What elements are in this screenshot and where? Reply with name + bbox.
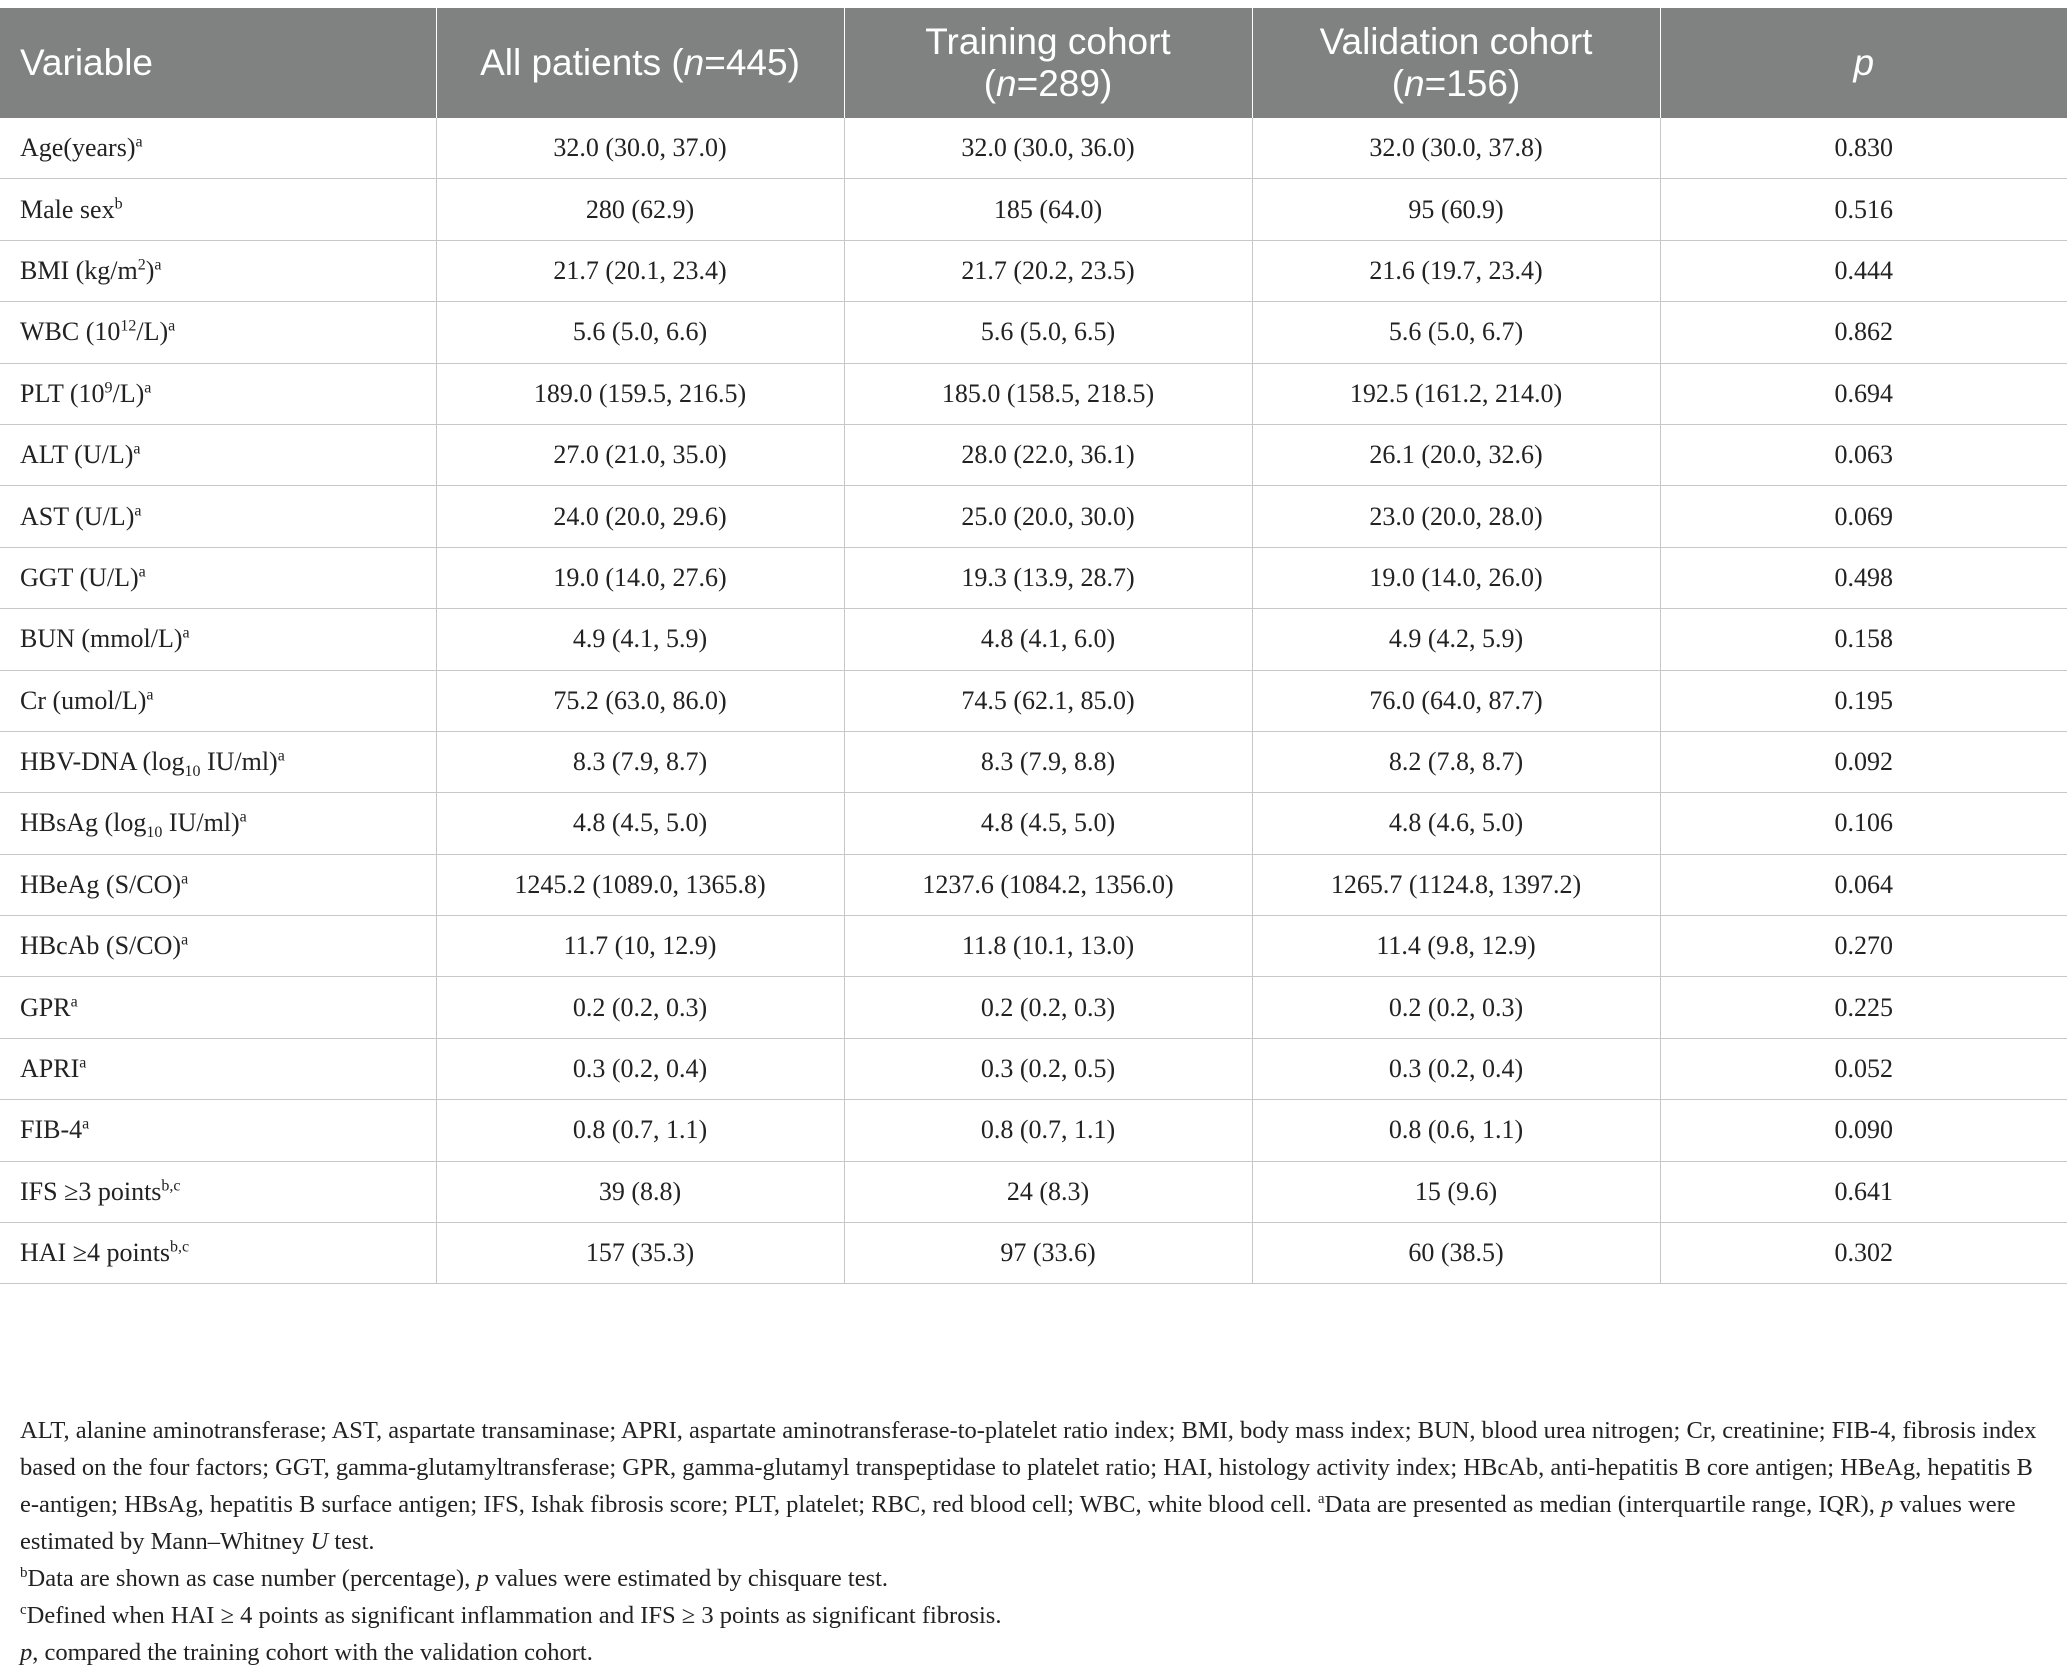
cell-training-cohort: 8.3 (7.9, 8.8) — [844, 731, 1252, 792]
cell-validation-cohort: 76.0 (64.0, 87.7) — [1252, 670, 1660, 731]
footnote-b: $^b$Data are shown as case number (percentage), p values were estimated by chisquare test. — [20, 1564, 889, 1592]
cell-training-cohort: 1237.6 (1084.2, 1356.0) — [844, 854, 1252, 915]
table-row — [0, 854, 2067, 915]
cell-p-value: 0.302 — [1660, 1223, 2067, 1284]
cell-p-value: 0.225 — [1660, 977, 2067, 1038]
cell-variable: BUN (mmol/L)$^a$ — [0, 609, 436, 670]
cell-variable: HAI ≥4 points$^{b,c}$ — [0, 1223, 436, 1284]
cell-validation-cohort: 4.9 (4.2, 5.9) — [1252, 609, 1660, 670]
cell-all-patients: 11.7 (10, 12.9) — [436, 916, 844, 977]
footnote-c: $^c$Defined when HAI ≥ 4 points as significant inflammation and IFS ≥ 3 points as significant fibrosis. — [20, 1601, 1002, 1629]
cell-p-value: 0.063 — [1660, 424, 2067, 485]
cell-training-cohort: 11.8 (10.1, 13.0) — [844, 916, 1252, 977]
cell-all-patients: 0.8 (0.7, 1.1) — [436, 1100, 844, 1161]
cell-variable: GGT $(U/L)^a$ — [0, 547, 436, 608]
cell-validation-cohort: 0.3 (0.2, 0.4) — [1252, 1038, 1660, 1099]
cell-variable: ALT $(U/L)^a$ — [0, 424, 436, 485]
table-row — [0, 240, 2067, 301]
cell-validation-cohort: 0.8 (0.6, 1.1) — [1252, 1100, 1660, 1161]
cell-training-cohort: 4.8 (4.5, 5.0) — [844, 793, 1252, 854]
cell-training-cohort: 25.0 (20.0, 30.0) — [844, 486, 1252, 547]
table-row — [0, 1038, 2067, 1099]
header-all-patients: All patients (n=445) — [436, 8, 844, 118]
cell-validation-cohort: 11.4 (9.8, 12.9) — [1252, 916, 1660, 977]
cell-validation-cohort: 23.0 (20.0, 28.0) — [1252, 486, 1660, 547]
cell-all-patients: 75.2 (63.0, 86.0) — [436, 670, 844, 731]
cell-variable: HBcAb $(S/CO)^a$ — [0, 916, 436, 977]
cell-training-cohort: 24 (8.3) — [844, 1161, 1252, 1222]
cell-all-patients: 27.0 (21.0, 35.0) — [436, 424, 844, 485]
cell-validation-cohort: 15 (9.6) — [1252, 1161, 1660, 1222]
cell-training-cohort: 4.8 (4.1, 6.0) — [844, 609, 1252, 670]
cell-all-patients: 4.8 (4.5, 5.0) — [436, 793, 844, 854]
table-container — [0, 8, 2067, 1284]
cell-variable: APRI$^a$ — [0, 1038, 436, 1099]
cell-p-value: 0.090 — [1660, 1100, 2067, 1161]
table-row — [0, 486, 2067, 547]
cell-p-value: 0.158 — [1660, 609, 2067, 670]
table-row — [0, 609, 2067, 670]
cell-validation-cohort: 21.6 (19.7, 23.4) — [1252, 240, 1660, 301]
cell-all-patients: 24.0 (20.0, 29.6) — [436, 486, 844, 547]
cell-p-value: 0.694 — [1660, 363, 2067, 424]
cell-all-patients: 39 (8.8) — [436, 1161, 844, 1222]
table-row — [0, 302, 2067, 363]
cell-p-value: 0.195 — [1660, 670, 2067, 731]
cell-validation-cohort: 192.5 (161.2, 214.0) — [1252, 363, 1660, 424]
cell-p-value: 0.641 — [1660, 1161, 2067, 1222]
cell-p-value: 0.516 — [1660, 179, 2067, 240]
table-row — [0, 793, 2067, 854]
cell-variable: PLT $(10^9/L)^a$ — [0, 363, 436, 424]
cell-variable: IFS ≥3 points$^{b,c}$ — [0, 1161, 436, 1222]
cell-training-cohort: 0.2 (0.2, 0.3) — [844, 977, 1252, 1038]
cell-p-value: 0.862 — [1660, 302, 2067, 363]
cell-variable: GPR$^a$ — [0, 977, 436, 1038]
cell-variable: HBeAg $(S/CO)^a$ — [0, 854, 436, 915]
table-row — [0, 118, 2067, 179]
cell-training-cohort: 74.5 (62.1, 85.0) — [844, 670, 1252, 731]
table-row — [0, 731, 2067, 792]
cell-p-value: 0.064 — [1660, 854, 2067, 915]
cell-validation-cohort: 8.2 (7.8, 8.7) — [1252, 731, 1660, 792]
cell-variable: HBV-DNA ($\log_{10}$ IU/ml)$^a$ — [0, 731, 436, 792]
cell-validation-cohort: 60 (38.5) — [1252, 1223, 1660, 1284]
table-footnotes — [20, 1412, 2050, 1671]
cell-training-cohort: 185 (64.0) — [844, 179, 1252, 240]
header-training-cohort: Training cohort (n=289) — [844, 8, 1252, 118]
table-row — [0, 670, 2067, 731]
cell-all-patients: 189.0 (159.5, 216.5) — [436, 363, 844, 424]
table-row — [0, 1223, 2067, 1284]
cell-all-patients: 0.2 (0.2, 0.3) — [436, 977, 844, 1038]
cell-variable: BMI $(kg/m^2)^a$ — [0, 240, 436, 301]
cell-p-value: 0.106 — [1660, 793, 2067, 854]
cell-training-cohort: 21.7 (20.2, 23.5) — [844, 240, 1252, 301]
header-variable: Variable — [0, 8, 436, 118]
cell-training-cohort: 0.3 (0.2, 0.5) — [844, 1038, 1252, 1099]
cell-training-cohort: 19.3 (13.9, 28.7) — [844, 547, 1252, 608]
header-row — [0, 8, 2067, 118]
cell-variable: Cr (umol/L)$^a$ — [0, 670, 436, 731]
footnote-abbreviations: ALT, alanine aminotransferase; AST, aspartate transaminase; APRI, aspartate aminotransferase-to-platelet ratio index; BMI, body mass index; BUN, blood urea nitrogen; Cr, creatinine; FIB-4, fibrosis index based on the four factors; GGT, gamma-glutamyltransferase; GPR, gamma-glutamyl transpeptidase to platelet ratio; HAI, histology activity index; HBcAb, anti-hepatitis B core antigen; HBeAg, hepatitis B e-antigen; HBsAg, hepatitis B surface antigen; IFS, Ishak fibrosis score; PLT, platelet; RBC, red blood cell; WBC, white blood cell. $^a$Data are presented as median (interquartile range, IQR), p values were estimated by Mann–Whitney U test. — [20, 1417, 2037, 1555]
cell-p-value: 0.270 — [1660, 916, 2067, 977]
table-row — [0, 977, 2067, 1038]
cell-all-patients: 21.7 (20.1, 23.4) — [436, 240, 844, 301]
cell-training-cohort: 185.0 (158.5, 218.5) — [844, 363, 1252, 424]
cell-validation-cohort: 4.8 (4.6, 5.0) — [1252, 793, 1660, 854]
cell-variable: Age(years)$^a$ — [0, 118, 436, 179]
cell-validation-cohort: 19.0 (14.0, 26.0) — [1252, 547, 1660, 608]
cell-training-cohort: 97 (33.6) — [844, 1223, 1252, 1284]
table-row — [0, 363, 2067, 424]
cell-all-patients: 19.0 (14.0, 27.6) — [436, 547, 844, 608]
table-row — [0, 1100, 2067, 1161]
cell-all-patients: 8.3 (7.9, 8.7) — [436, 731, 844, 792]
cell-variable: AST $(U/L)^a$ — [0, 486, 436, 547]
cell-p-value: 0.830 — [1660, 118, 2067, 179]
cell-p-value: 0.444 — [1660, 240, 2067, 301]
table-row — [0, 547, 2067, 608]
cell-all-patients: 4.9 (4.1, 5.9) — [436, 609, 844, 670]
cell-validation-cohort: 95 (60.9) — [1252, 179, 1660, 240]
cell-all-patients: 280 (62.9) — [436, 179, 844, 240]
table-row — [0, 1161, 2067, 1222]
cell-training-cohort: 5.6 (5.0, 6.5) — [844, 302, 1252, 363]
cell-p-value: 0.069 — [1660, 486, 2067, 547]
table-row — [0, 424, 2067, 485]
table-header — [0, 8, 2067, 118]
cell-all-patients: 1245.2 (1089.0, 1365.8) — [436, 854, 844, 915]
cell-variable: FIB-4$^a$ — [0, 1100, 436, 1161]
cell-p-value: 0.052 — [1660, 1038, 2067, 1099]
cell-training-cohort: 32.0 (30.0, 36.0) — [844, 118, 1252, 179]
cell-variable: HBsAg ($\log_{10}$ IU/ml)$^a$ — [0, 793, 436, 854]
cell-validation-cohort: 0.2 (0.2, 0.3) — [1252, 977, 1660, 1038]
table-body — [0, 118, 2067, 1284]
cell-all-patients: 32.0 (30.0, 37.0) — [436, 118, 844, 179]
cell-p-value: 0.092 — [1660, 731, 2067, 792]
cell-training-cohort: 28.0 (22.0, 36.1) — [844, 424, 1252, 485]
table-row — [0, 179, 2067, 240]
cell-all-patients: 5.6 (5.0, 6.6) — [436, 302, 844, 363]
cell-all-patients: 0.3 (0.2, 0.4) — [436, 1038, 844, 1099]
cell-training-cohort: 0.8 (0.7, 1.1) — [844, 1100, 1252, 1161]
baseline-characteristics-table — [0, 8, 2067, 1284]
cell-variable: Male sex$^b$ — [0, 179, 436, 240]
cell-all-patients: 157 (35.3) — [436, 1223, 844, 1284]
header-p-value: p — [1660, 8, 2067, 118]
table-row — [0, 916, 2067, 977]
cell-validation-cohort: 26.1 (20.0, 32.6) — [1252, 424, 1660, 485]
cell-validation-cohort: 32.0 (30.0, 37.8) — [1252, 118, 1660, 179]
cell-p-value: 0.498 — [1660, 547, 2067, 608]
cell-validation-cohort: 5.6 (5.0, 6.7) — [1252, 302, 1660, 363]
cell-variable: WBC $(10^{12}/L)^a$ — [0, 302, 436, 363]
header-validation-cohort: Validation cohort (n=156) — [1252, 8, 1660, 118]
footnote-p: p, compared the training cohort with the validation cohort. — [20, 1639, 593, 1666]
cell-validation-cohort: 1265.7 (1124.8, 1397.2) — [1252, 854, 1660, 915]
